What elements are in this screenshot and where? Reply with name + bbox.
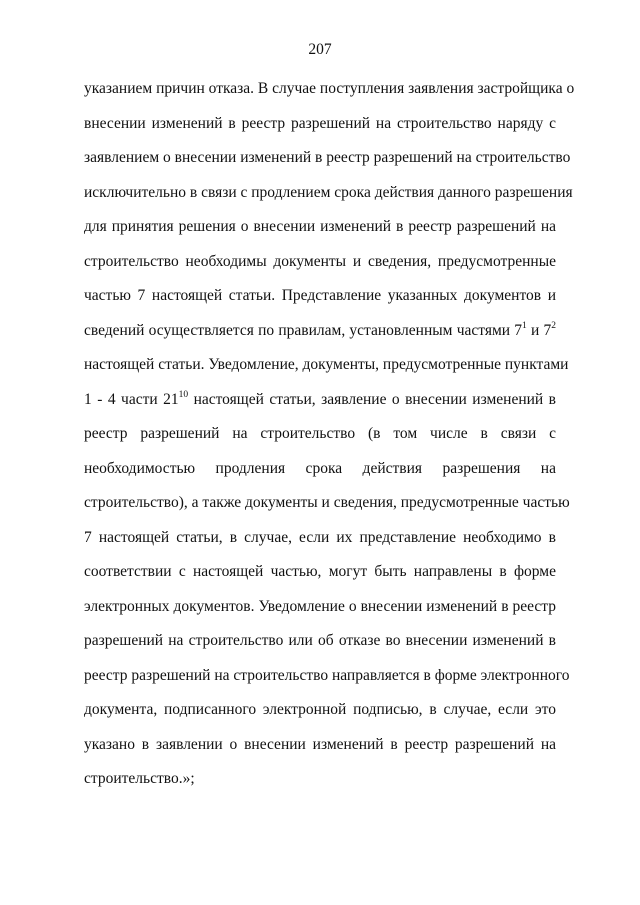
text-line: исключительно в связи с продлением срока действия данного разрешения — [84, 183, 573, 201]
text-segment: 1 - 4 части 21 — [84, 390, 179, 408]
text-line — [84, 390, 556, 425]
text-line: указанием причин отказа. В случае поступления заявления застройщика о — [84, 80, 575, 97]
text-line: для принятия решения о внесении изменений в реестр разрешений на — [84, 218, 556, 235]
page-number: 207 — [308, 41, 332, 58]
text-line: указано в заявлении о внесении изменений в реестр разрешений на — [84, 735, 556, 753]
text-segment: сведений осуществляется по правилам, установленным частями 7 — [84, 321, 523, 339]
superscript: 1 — [522, 320, 527, 331]
text-segment: и 7 — [526, 321, 552, 339]
text-line: реестр разрешений на строительство направляется в форме электронного — [84, 666, 570, 684]
superscript: 10 — [178, 389, 189, 400]
text-line: заявлением о внесении изменений в реестр разрешений на строительство — [84, 149, 571, 166]
text-line: электронных документов. Уведомление о внесении изменений в реестр — [84, 597, 556, 615]
text-segment: настоящей статьи, заявление о внесении изменений в — [188, 390, 556, 408]
text-line: строительство.»; — [84, 770, 195, 787]
text-line: частью 7 настоящей статьи. Представление указанных документов и — [84, 287, 556, 304]
text-line: соответствии с настоящей частью, могут быть направлены в форме — [84, 563, 556, 580]
text-line: внесении изменений в реестр разрешений на строительство наряду с — [84, 114, 556, 132]
text-line: реестр разрешений на строительство (в том числе в связи с — [84, 425, 556, 442]
text-line: строительство), а также документы и сведения, предусмотренные частью — [84, 494, 570, 511]
text-line: строительство необходимы документы и сведения, предусмотренные — [84, 252, 556, 270]
superscript: 2 — [551, 320, 556, 331]
text-line — [84, 321, 556, 356]
text-line: разрешений на строительство или об отказе во внесении изменений в — [84, 632, 556, 649]
text-line: необходимостью продления срока действия разрешения на — [84, 459, 556, 477]
body-paragraph — [84, 79, 575, 804]
text-line: 7 настоящей статьи, в случае, если их представление необходимо в — [84, 528, 556, 546]
text-line: настоящей статьи. Уведомление, документы, предусмотренные пунктами — [84, 356, 569, 373]
text-line: документа, подписанного электронной подписью, в случае, если это — [84, 701, 556, 718]
